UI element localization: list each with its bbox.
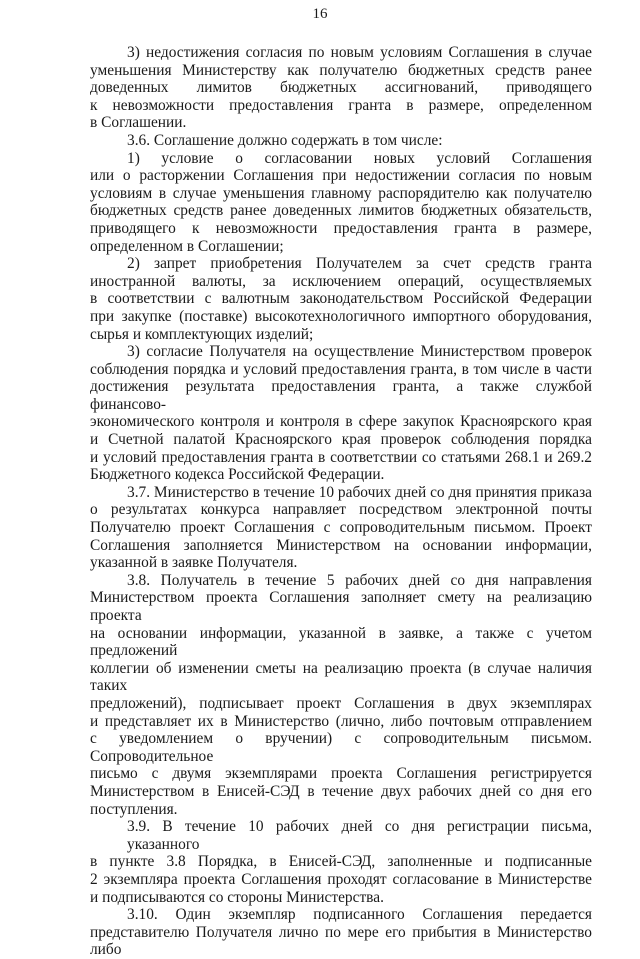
text-line: и представляет их в Министерство (лично, либо почтовым отправлением	[90, 712, 592, 730]
text-line: и подписываются со стороны Министерства.	[90, 888, 384, 906]
text-line: указанной в заявке Получателя.	[90, 554, 298, 572]
text-line: 2) запрет приобретения Получателем за счет средств гранта	[127, 255, 592, 273]
paragraph-p-3-3	[90, 44, 592, 132]
text-line: 2 экземпляра проекта Соглашения проходят согласование в Министерстве	[90, 870, 592, 888]
text-line: сырья и комплектующих изделий;	[90, 325, 314, 343]
text-line: Соглашения заполняется Министерством на основании информации,	[90, 536, 592, 554]
paragraph-p-3-8	[90, 572, 592, 818]
text-line: уменьшения Министерству как получателю бюджетных средств ранее	[90, 61, 592, 79]
paragraph-p-3-6-2	[90, 255, 592, 343]
text-line: поступления.	[90, 800, 178, 818]
text-line: на основании информации, указанной в заявке, а также с учетом предложений	[90, 624, 592, 660]
text-line: к невозможности предоставления гранта в размере, определенном	[90, 96, 592, 114]
page-number: 16	[312, 6, 328, 22]
paragraph-p-3-9	[90, 818, 592, 906]
text-line: в соответствии с валютным законодательством Российской Федерации	[90, 290, 592, 308]
text-line: при закупке (поставке) высокотехнологичного импортного оборудования,	[90, 307, 592, 325]
text-line: представителю Получателя лично по мере его прибытия в Министерство либо	[90, 923, 592, 959]
paragraph-p-3-6-1	[90, 150, 592, 256]
text-line: доведенных лимитов бюджетных ассигнований, приводящего	[90, 79, 592, 97]
text-line: в Соглашении.	[90, 114, 187, 132]
text-line: письмо с двумя экземплярами проекта Соглашения регистрируется	[90, 765, 592, 783]
text-line: экономического контроля и контроля в сфере закупок Красноярского края	[90, 413, 592, 431]
text-line: о результатах конкурса направляет посредством электронной почты	[90, 501, 592, 519]
text-line: 3.9. В течение 10 рабочих дней со дня регистрации письма, указанного	[127, 818, 592, 853]
paragraph-p-3-6-3	[90, 343, 592, 484]
document-body	[90, 44, 592, 959]
text-line: или о расторжении Соглашения при недостижении согласия по новым	[90, 167, 592, 185]
text-line: и условий предоставления гранта в соответствии со статьями 268.1 и 269.2	[90, 448, 592, 466]
text-line: Бюджетного кодекса Российской Федерации.	[90, 466, 385, 484]
paragraph-p-3-10	[90, 906, 592, 959]
text-line: 3) согласие Получателя на осуществление Министерством проверок	[127, 343, 592, 361]
text-line: 3) недостижения согласия по новым условиям Соглашения в случае	[127, 44, 592, 61]
paragraph-p-3-6	[90, 132, 592, 150]
text-line: 3.6. Соглашение должно содержать в том числе:	[127, 131, 443, 149]
text-line: достижения результата предоставления гранта, а также службой финансово-	[90, 378, 592, 413]
text-line: 3.8. Получатель в течение 5 рабочих дней со дня направления	[127, 571, 592, 589]
text-line: Министерством проекта Соглашения заполняет смету на реализацию проекта	[90, 589, 592, 624]
text-line: 3.10. Один экземпляр подписанного Соглашения передается	[127, 906, 592, 924]
text-line: 1) условие о согласовании новых условий Соглашения	[127, 149, 592, 167]
text-line: в пункте 3.8 Порядка, в Енисей-СЭД, заполненные и подписанные	[90, 853, 592, 871]
text-line: предложений), подписывает проект Соглашения в двух экземплярах	[90, 694, 592, 712]
text-line: коллегии об изменении сметы на реализацию проекта (в случае наличия таких	[90, 659, 592, 695]
text-line: и Счетной палатой Красноярского края проверок соблюдения порядка	[90, 431, 592, 449]
text-line: соблюдения порядка и условий предоставления гранта, в том числе в части	[90, 360, 592, 378]
text-line: Получателю проект Соглашения с сопроводительным письмом. Проект	[90, 519, 592, 537]
text-line: 3.7. Министерство в течение 10 рабочих дней со дня принятия приказа	[127, 483, 592, 501]
text-line: условиям в случае уменьшения главному распорядителю как получателю	[90, 184, 592, 202]
text-line: определенном в Соглашении;	[90, 237, 284, 255]
text-line: Министерством в Енисей-СЭД в течение двух рабочих дней со дня его	[90, 782, 592, 800]
text-line: бюджетных средств ранее доведенных лимитов бюджетных обязательств,	[90, 202, 592, 220]
text-line: с уведомлением о вручении) с сопроводительным письмом. Сопроводительное	[90, 730, 592, 765]
text-line: иностранной валюты, за исключением операций, осуществляемых	[90, 272, 592, 290]
paragraph-p-3-7	[90, 484, 592, 572]
text-line: приводящего к невозможности предоставления гранта в размере,	[90, 219, 592, 237]
